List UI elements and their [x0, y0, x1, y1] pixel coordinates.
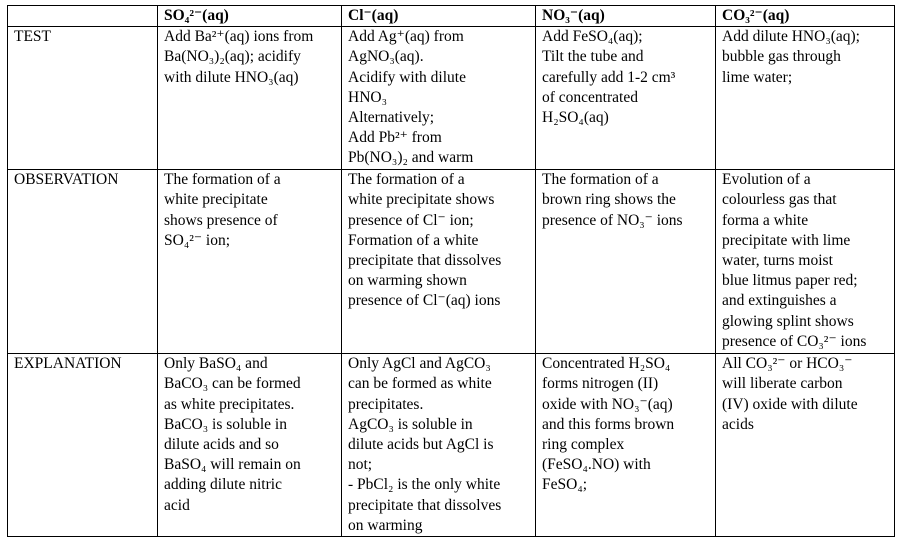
cell-line: colourless gas that — [722, 191, 837, 209]
observation-carbonate-cell — [716, 170, 895, 354]
cell-line: on warming shown — [348, 272, 467, 290]
header-empty-cell — [8, 6, 158, 27]
cell-line: blue litmus paper red; — [722, 272, 858, 290]
cell-line: Pb(NO₃)₂ and warm — [348, 149, 474, 167]
cell-line: Only AgCl and AgCO₃ — [348, 355, 491, 373]
cell-line: BaSO₄ will remain on — [164, 456, 301, 474]
explanation-carbonate-cell — [716, 354, 895, 537]
explanation-row — [8, 354, 895, 537]
cell-line: carefully add 1-2 cm³ — [542, 68, 676, 86]
header-sulfate: SO₄²⁻(aq) — [158, 6, 342, 27]
cell-line: not; — [348, 456, 373, 474]
cell-line: Add Ag⁺(aq) from — [348, 28, 464, 46]
row-label-explanation: EXPLANATION — [8, 354, 158, 537]
cell-line: forma a white — [722, 211, 809, 229]
cell-line: SO₄²⁻ ion; — [164, 231, 231, 249]
row-label-observation: OBSERVATION — [8, 170, 158, 354]
cell-line: with dilute HNO₃(aq) — [164, 68, 299, 86]
cell-line: water, turns moist — [722, 252, 833, 270]
cell-line: white precipitate — [164, 191, 268, 209]
cell-line: BaCO₃ is soluble in — [164, 415, 287, 433]
anion-tests-table — [7, 5, 895, 537]
header-row — [8, 6, 895, 27]
cell-line: of concentrated — [542, 88, 638, 106]
cell-line: ring complex — [542, 436, 625, 454]
cell-line: precipitate with lime — [722, 231, 851, 249]
cell-line: BaCO₃ can be formed — [164, 375, 301, 393]
cell-line: precipitates. — [348, 395, 424, 413]
cell-line: Acidify with dilute — [348, 68, 466, 86]
cell-line: presence of Cl⁻ ion; — [348, 211, 474, 229]
observation-chloride-cell — [342, 170, 536, 354]
cell-line: and extinguishes a — [722, 292, 837, 310]
cell-line: Evolution of a — [722, 171, 811, 189]
explanation-chloride-cell — [342, 354, 536, 537]
cell-line: presence of NO₃⁻ ions — [542, 211, 683, 229]
test-carbonate-cell — [716, 27, 895, 170]
cell-line: Tilt the tube and — [542, 48, 644, 66]
header-chloride: Cl⁻(aq) — [342, 6, 536, 27]
test-nitrate-cell — [536, 27, 716, 170]
cell-line: All CO₃²⁻ or HCO₃⁻ — [722, 355, 853, 373]
cell-line: Concentrated H₂SO₄ — [542, 355, 671, 373]
cell-line: brown ring shows the — [542, 191, 676, 209]
cell-line: oxide with NO₃⁻(aq) — [542, 395, 673, 413]
cell-line: acids — [722, 415, 754, 433]
cell-line: glowing splint shows — [722, 312, 854, 330]
cell-line: white precipitate shows — [348, 191, 495, 209]
cell-line: bubble gas through — [722, 48, 841, 66]
cell-line: Alternatively; — [348, 109, 435, 127]
explanation-sulfate-cell — [158, 354, 342, 537]
cell-line: (FeSO₄.NO) with — [542, 456, 651, 474]
cell-line: The formation of a — [348, 171, 465, 189]
row-label-test: TEST — [8, 27, 158, 170]
cell-line: Add dilute HNO₃(aq); — [722, 28, 860, 46]
observation-row — [8, 170, 895, 354]
cell-line: and this forms brown — [542, 415, 675, 433]
cell-line: Add FeSO₄(aq); — [542, 28, 643, 46]
cell-line: will liberate carbon — [722, 375, 843, 393]
cell-line: (IV) oxide with dilute — [722, 395, 858, 413]
observation-nitrate-cell — [536, 170, 716, 354]
cell-line: Add Pb²⁺ from — [348, 129, 442, 147]
cell-line: lime water; — [722, 68, 793, 86]
cell-line: presence of CO₃²⁻ ions — [722, 332, 867, 350]
cell-line: dilute acids but AgCl is — [348, 436, 494, 454]
cell-line: H₂SO₄(aq) — [542, 109, 609, 127]
header-carbonate: CO₃²⁻(aq) — [716, 6, 895, 27]
cell-line: FeSO₄; — [542, 476, 588, 494]
cell-line: precipitate that dissolves — [348, 496, 502, 514]
cell-line: AgNO₃(aq). — [348, 48, 424, 66]
cell-line: The formation of a — [164, 171, 281, 189]
test-chloride-cell — [342, 27, 536, 170]
cell-line: as white precipitates. — [164, 395, 295, 413]
cell-line: presence of Cl⁻(aq) ions — [348, 292, 501, 310]
explanation-nitrate-cell — [536, 354, 716, 537]
cell-line: - PbCl₂ is the only white — [348, 476, 501, 494]
cell-line: can be formed as white — [348, 375, 492, 393]
cell-line: Only BaSO₄ and — [164, 355, 268, 373]
cell-line: Ba(NO₃)₂(aq); acidify — [164, 48, 301, 66]
cell-line: Add Ba²⁺(aq) ions from — [164, 28, 314, 46]
cell-line: AgCO₃ is soluble in — [348, 415, 473, 433]
cell-line: forms nitrogen (II) — [542, 375, 659, 393]
test-row — [8, 27, 895, 170]
observation-sulfate-cell — [158, 170, 342, 354]
cell-line: on warming — [348, 516, 423, 534]
header-nitrate: NO₃⁻(aq) — [536, 6, 716, 27]
cell-line: acid — [164, 496, 190, 514]
cell-line: HNO₃ — [348, 88, 387, 106]
cell-line: precipitate that dissolves — [348, 252, 502, 270]
test-sulfate-cell — [158, 27, 342, 170]
cell-line: shows presence of — [164, 211, 278, 229]
cell-line: adding dilute nitric — [164, 476, 282, 494]
cell-line: The formation of a — [542, 171, 659, 189]
cell-line: dilute acids and so — [164, 436, 279, 454]
cell-line: Formation of a white — [348, 231, 479, 249]
